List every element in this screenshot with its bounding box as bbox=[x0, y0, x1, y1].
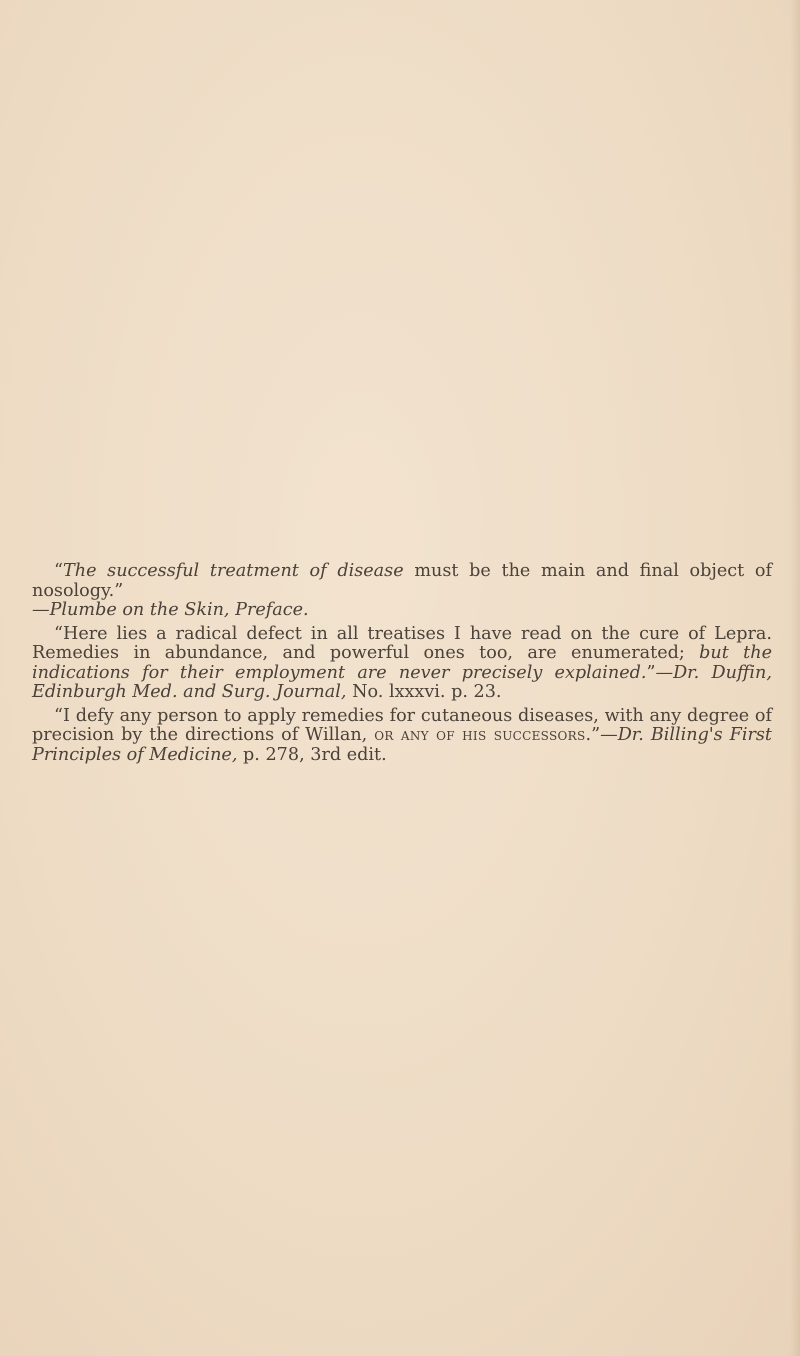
quote-plumbe bbox=[32, 562, 772, 621]
epigraph-quotations bbox=[32, 562, 772, 769]
quote-billing-attribution: —Dr. Billing's First Principles of Medicine, bbox=[32, 725, 773, 765]
quote-duffin-text: Here lies a radical defect in all treatises I have read on the cure of Lepra. Remedies in abundance, and powerful ones too, are enumerated; bbox=[32, 623, 772, 663]
quote-billing-open: “ bbox=[54, 705, 63, 726]
quote-duffin-open: “ bbox=[54, 623, 63, 644]
quote-billing-text: I defy any person to apply remedies for cutaneous diseases, with any degree of precision by the directions of Willan, bbox=[32, 705, 772, 745]
page-edge-shadow bbox=[790, 0, 800, 1356]
quote-plumbe-attribution: —Plumbe on the Skin, Preface. bbox=[32, 600, 309, 620]
quote-duffin-attribution: —Dr. Duffin, Edinburgh Med. and Surg. Journal, bbox=[32, 662, 772, 702]
quote-plumbe-text: must be the main and final object of nosology.” bbox=[32, 561, 772, 601]
quote-billing-reference: p. 278, 3rd edit. bbox=[237, 744, 387, 765]
quote-duffin-reference: No. lxxxvi. p. 23. bbox=[346, 682, 502, 702]
quote-plumbe-italic-text: The successful treatment of disease bbox=[63, 561, 404, 581]
quote-duffin-close: ” bbox=[646, 662, 656, 683]
quote-billing bbox=[32, 707, 772, 766]
quote-billing-small-caps-text: or any of his successors bbox=[374, 725, 586, 745]
quote-plumbe-open: “ bbox=[54, 561, 63, 581]
quote-duffin bbox=[32, 625, 772, 703]
quote-billing-close: .” bbox=[585, 725, 601, 745]
quote-duffin-italic-text: but the indications for their employment are never precisely explained. bbox=[32, 643, 772, 683]
